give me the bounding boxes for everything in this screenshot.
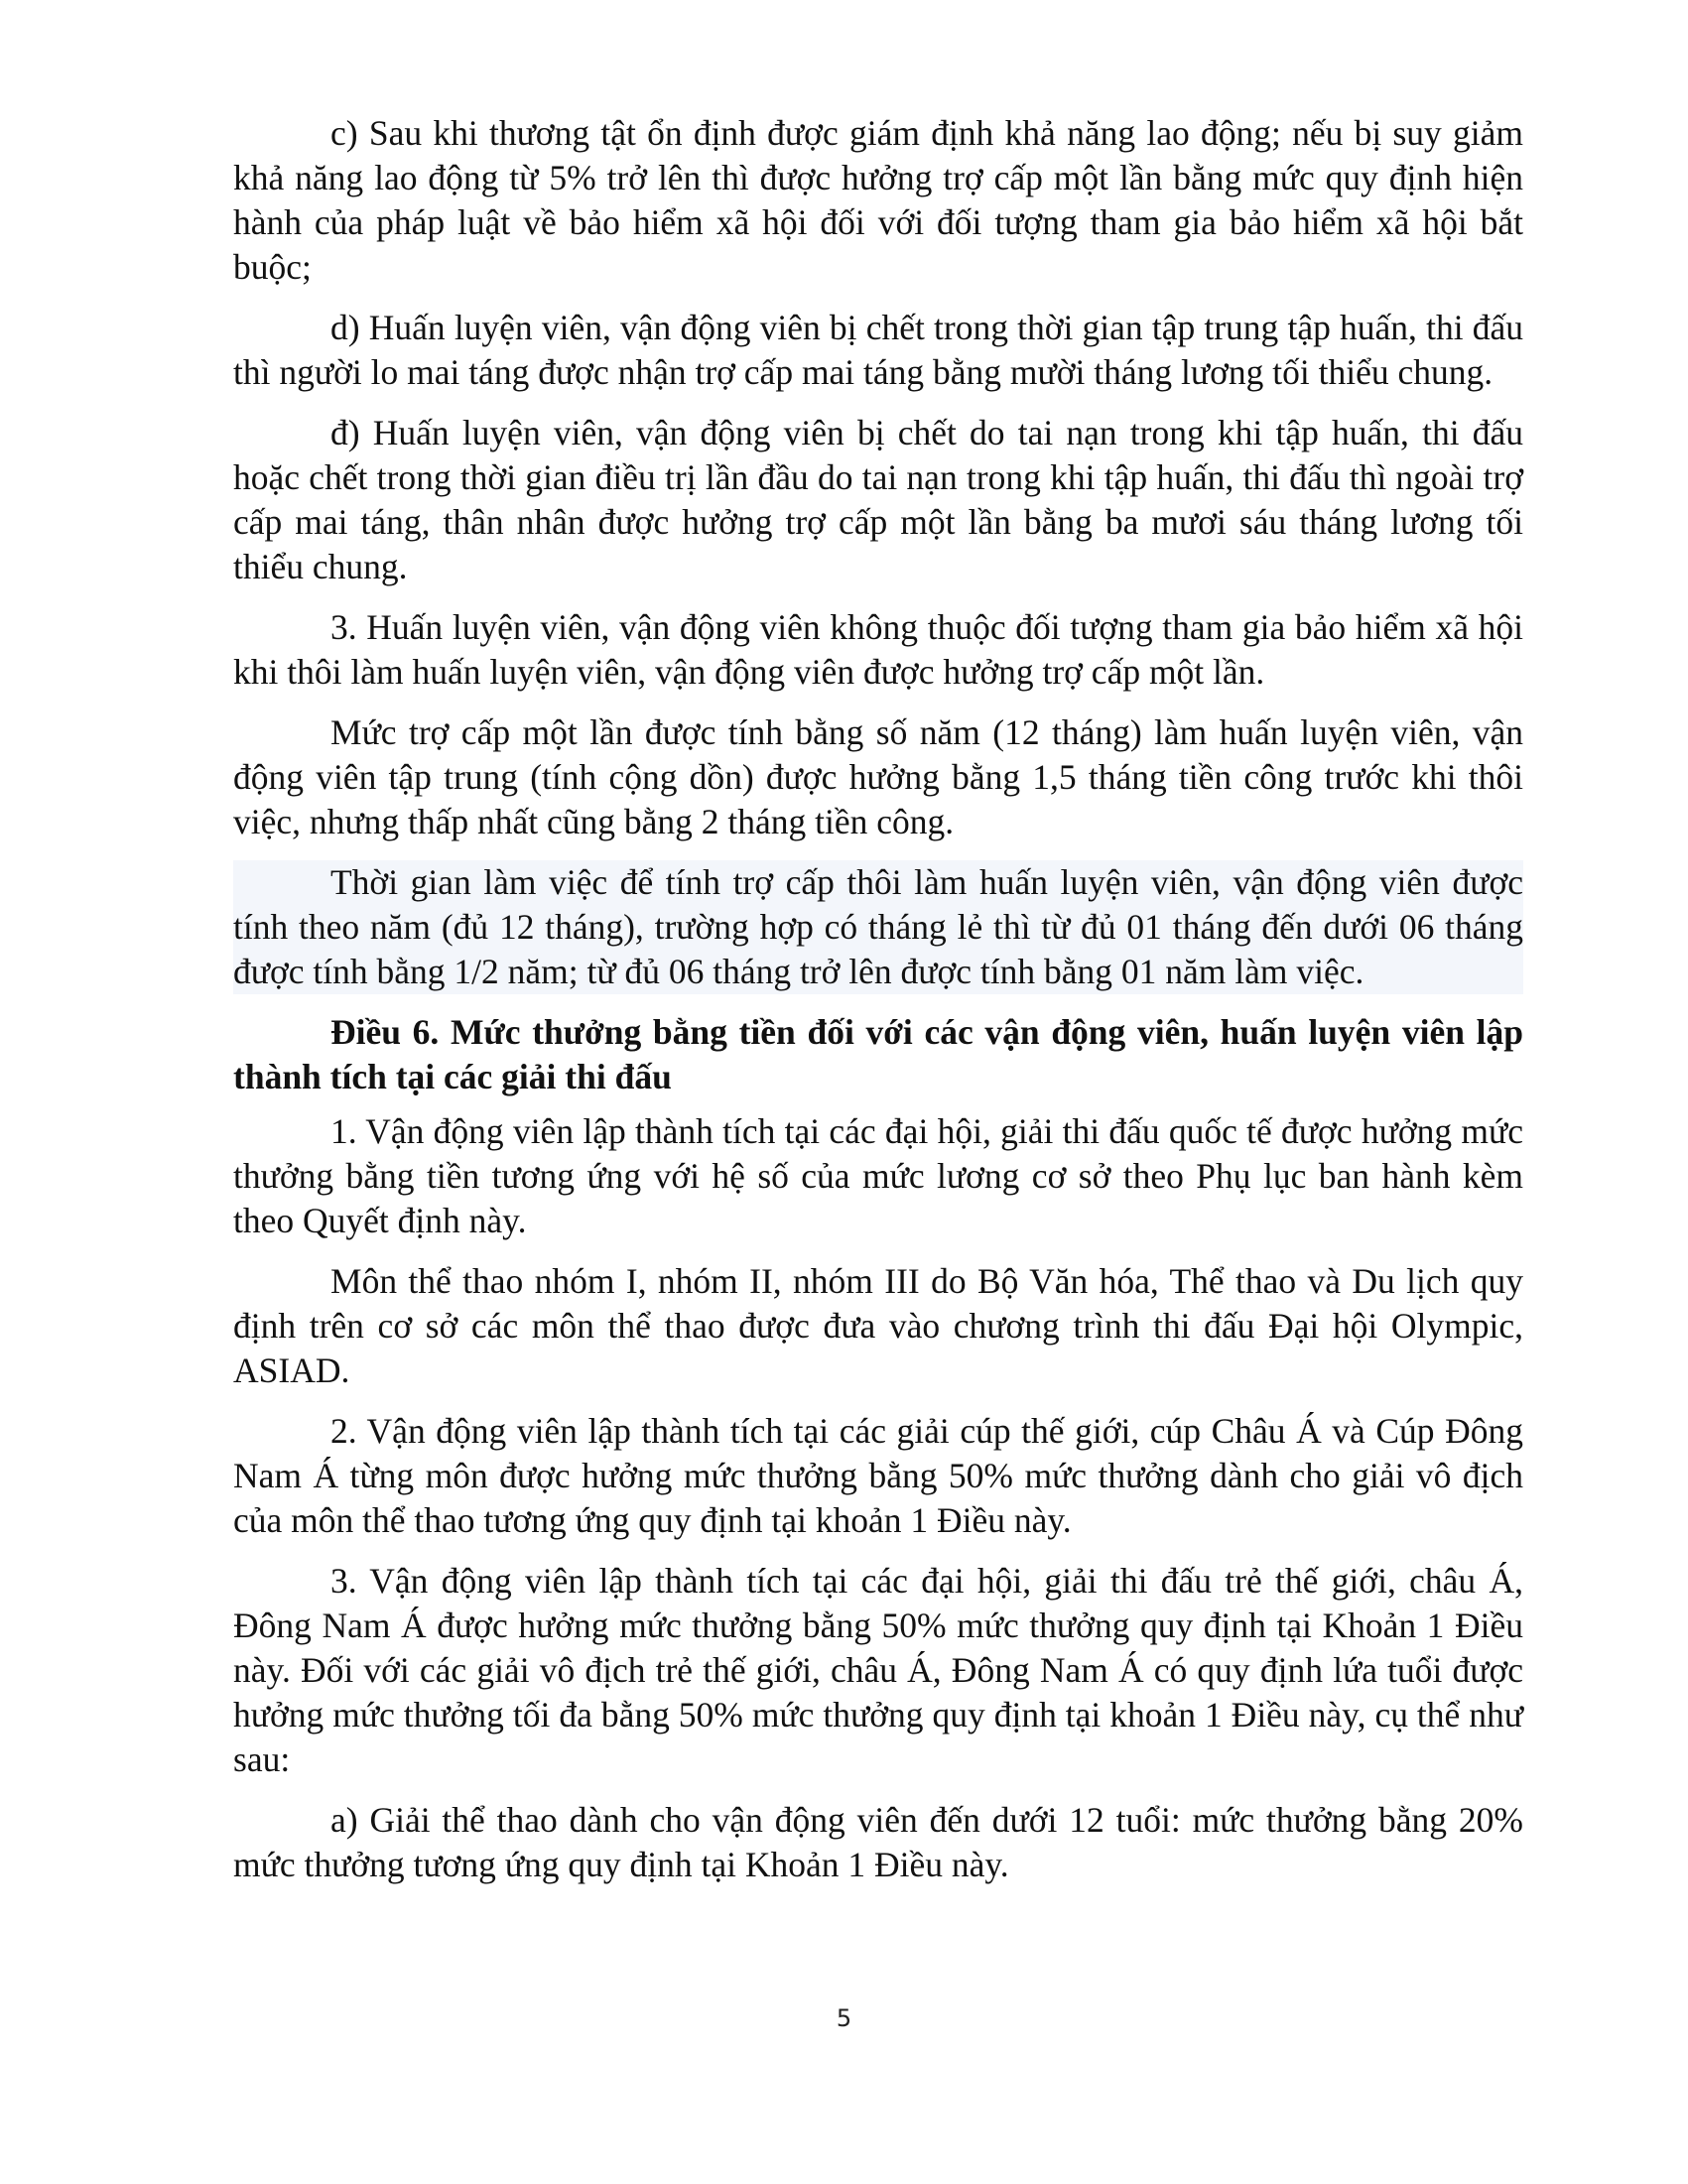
paragraph-d-funeral-allowance: d) Huấn luyện viên, vận động viên bị chết trong thời gian tập trung tập huấn, thi đấu thì người lo mai táng được nhận trợ cấp mai táng bằng mười tháng lương tối thiểu chung. (233, 308, 1523, 392)
document-body (233, 111, 1523, 1903)
paragraph-dd-accident-death-allowance: đ) Huấn luyện viên, vận động viên bị chết do tai nạn trong khi tập huấn, thi đấu hoặc chết trong thời gian điều trị lần đầu do tai nạn trong khi tập huấn, thi đấu thì ngoài trợ cấp mai táng, thân nhân được hưởng trợ cấp một lần bằng ba mươi sáu tháng lương tối thiểu chung. (233, 413, 1523, 586)
paragraph-2-cup-awards: 2. Vận động viên lập thành tích tại các giải cúp thế giới, cúp Châu Á và Cúp Đông Nam Á từng môn được hưởng mức thưởng bằng 50% mức thưởng dành cho giải vô địch của môn thể thao tương ứng quy định tại khoản 1 Điều này. (233, 1411, 1523, 1540)
paragraph-c-disability-allowance: c) Sau khi thương tật ổn định được giám định khả năng lao động; nếu bị suy giảm khả năng lao động từ 5% trở lên thì được hưởng trợ cấp một lần bằng mức quy định hiện hành của pháp luật về bảo hiểm xã hội đối với đối tượng tham gia bảo hiểm xã hội bắt buộc; (233, 113, 1523, 287)
paragraph-1-international-awards: 1. Vận động viên lập thành tích tại các đại hội, giải thi đấu quốc tế được hưởng mức thưởng bằng tiền tương ứng với hệ số của mức lương cơ sở theo Phụ lục ban hành kèm theo Quyết định này. (233, 1111, 1523, 1240)
paragraph-allowance-calculation: Mức trợ cấp một lần được tính bằng số năm (12 tháng) làm huấn luyện viên, vận động viên tập trung (tính cộng dồn) được hưởng bằng 1,5 tháng tiền công trước khi thôi việc, nhưng thấp nhất cũng bằng 2 tháng tiền công. (233, 712, 1523, 841)
paragraph-3-youth-awards: 3. Vận động viên lập thành tích tại các đại hội, giải thi đấu trẻ thế giới, châu Á, Đông Nam Á được hưởng mức thưởng bằng 50% mức thưởng quy định tại Khoản 1 Điều này. Đối với các giải vô địch trẻ thế giới, châu Á, Đông Nam Á có quy định lứa tuổi được hưởng mức thưởng tối đa bằng 50% mức thưởng quy định tại khoản 1 Điều này, cụ thể như sau: (233, 1561, 1523, 1779)
paragraph-a-under-12-awards: a) Giải thể thao dành cho vận động viên đến dưới 12 tuổi: mức thưởng bằng 20% mức thưởng tương ứng quy định tại Khoản 1 Điều này. (233, 1800, 1523, 1884)
page-number: 5 (836, 2004, 852, 2032)
paragraph-working-time-calculation: Thời gian làm việc để tính trợ cấp thôi làm huấn luyện viên, vận động viên được tính theo năm (đủ 12 tháng), trường hợp có tháng lẻ thì từ đủ 01 tháng đến dưới 06 tháng được tính bằng 1/2 năm; từ đủ 06 tháng trở lên được tính bằng 01 năm làm việc. (233, 860, 1523, 994)
article-6-heading: Điều 6. Mức thưởng bằng tiền đối với các vận động viên, huấn luyện viên lập thành tích tại các giải thi đấu (233, 1012, 1523, 1096)
paragraph-sport-groups: Môn thể thao nhóm I, nhóm II, nhóm III do Bộ Văn hóa, Thể thao và Du lịch quy định trên cơ sở các môn thể thao được đưa vào chương trình thi đấu Đại hội Olympic, ASIAD. (233, 1261, 1523, 1390)
paragraph-3-one-time-allowance: 3. Huấn luyện viên, vận động viên không thuộc đối tượng tham gia bảo hiểm xã hội khi thôi làm huấn luyện viên, vận động viên được hưởng trợ cấp một lần. (233, 607, 1523, 692)
